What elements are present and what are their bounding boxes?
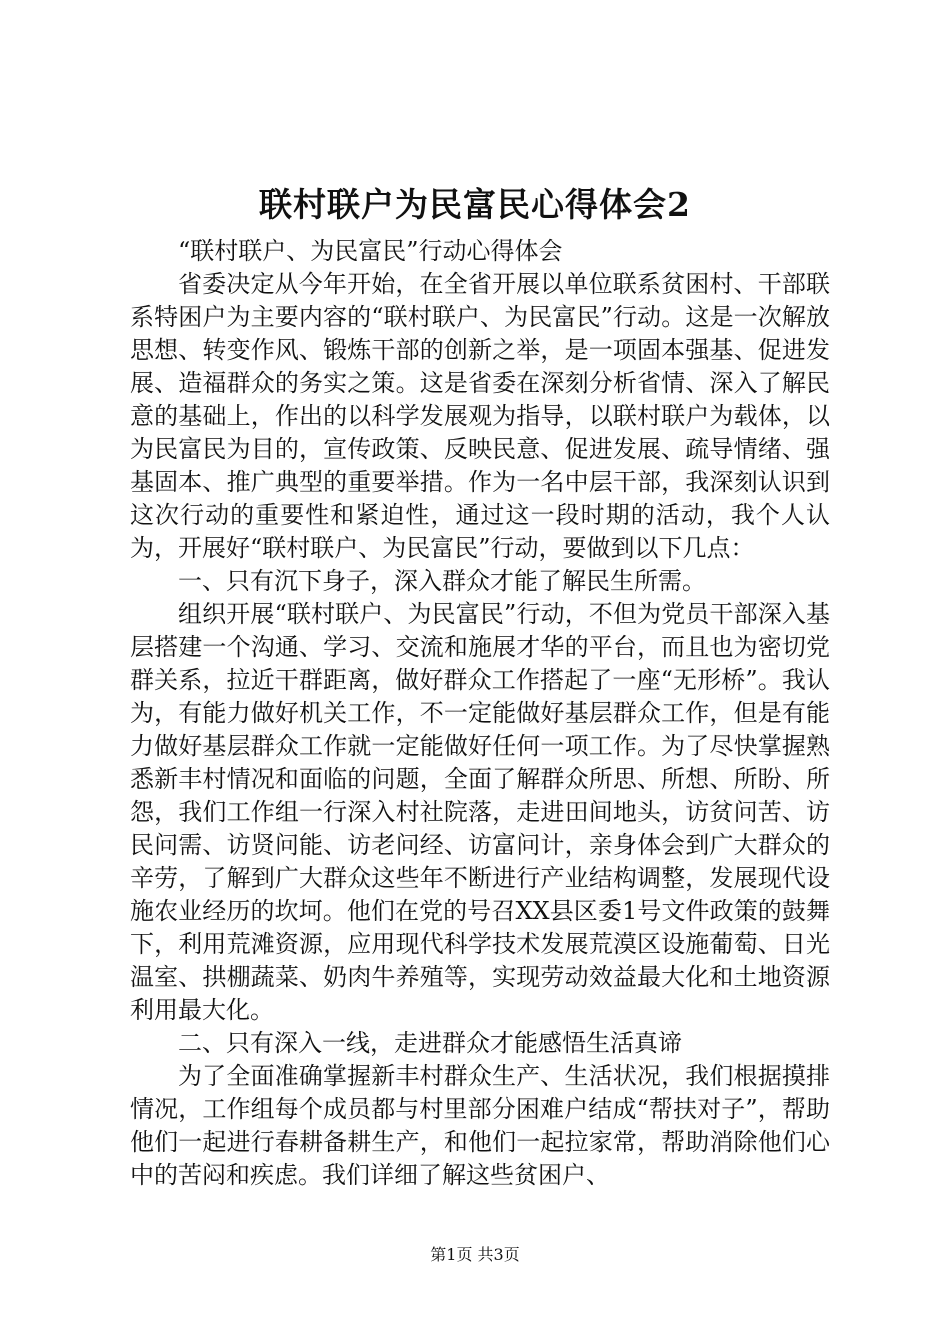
- body-paragraph: 为了全面准确掌握新丰村群众生产、生活状况，我们根据摸排情况，工作组每个成员都与村里部分困难户结成“帮扶对子”，帮助他们一起进行春耕备耕生产，和他们一起拉家常，帮助消除他们心中的苦闷和疾虑。我们详细了解这些贫困户、: [130, 1062, 830, 1189]
- body-paragraph: 省委决定从今年开始，在全省开展以单位联系贫困村、干部联系特困户为主要内容的“联村联户、为民富民”行动。这是一次解放思想、转变作风、锻炼干部的创新之举，是一项固本强基、促进发展、造福群众的务实之策。这是省委在深刻分析省情、深入了解民意的基础上，作出的以科学发展观为指导，以联村联户为载体，以为民富民为目的，宣传政策、反映民意、促进发展、疏导情绪、强基固本、推广典型的重要举措。作为一名中层干部，我深刻认识到这次行动的重要性和紧迫性，通过这一段时期的活动，我个人认为，开展好“联村联户、为民富民”行动，要做到以下几点：: [130, 270, 830, 562]
- page-footer: 第1页 共3页: [430, 1245, 520, 1264]
- document-body: [130, 235, 830, 1192]
- document-title: 联村联户为民富民心得体会2: [259, 185, 691, 224]
- section-heading: 一、只有沉下身子，深入群众才能了解民生所需。: [178, 567, 706, 595]
- subtitle-paragraph: “联村联户、为民富民”行动心得体会: [178, 237, 563, 265]
- section-heading: 二、只有深入一线，走进群众才能感悟生活真谛: [178, 1029, 682, 1057]
- body-paragraph: 组织开展“联村联户、为民富民”行动，不但为党员干部深入基层搭建一个沟通、学习、交流和施展才华的平台，而且也为密切党群关系，拉近干群距离，做好群众工作搭起了一座“无形桥”。我认为，有能力做好机关工作，不一定能做好基层群众工作，但是有能力做好基层群众工作就一定能做好任何一项工作。为了尽快掌握熟悉新丰村情况和面临的问题，全面了解群众所思、所想、所盼、所怨，我们工作组一行深入村社院落，走进田间地头，访贫问苦、访民问需、访贤问能、访老问经、访富问计，亲身体会到广大群众的辛劳，了解到广大群众这些年不断进行产业结构调整，发展现代设施农业经历的坎坷。他们在党的号召XX县区委1号文件政策的鼓舞下，利用荒滩资源，应用现代科学技术发展荒漠区设施葡萄、日光温室、拱棚蔬菜、奶肉牛养殖等，实现劳动效益最大化和土地资源利用最大化。: [130, 600, 830, 1024]
